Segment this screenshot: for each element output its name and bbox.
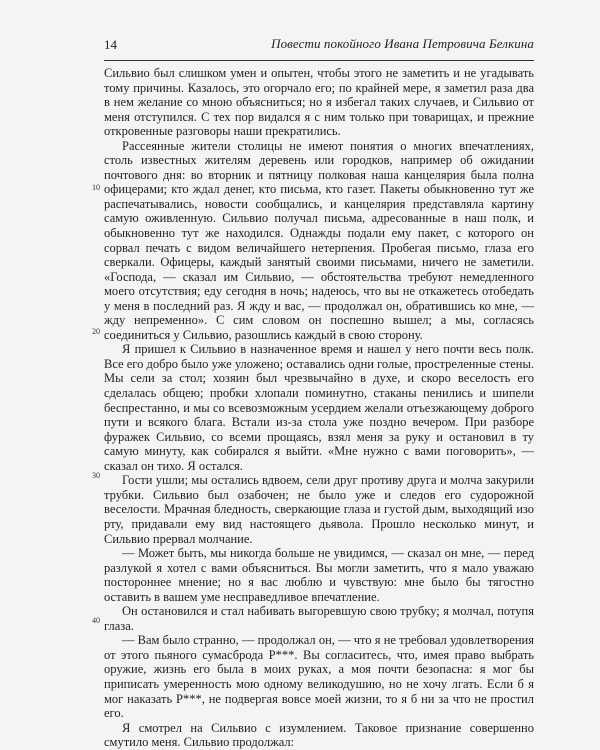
paragraph: Я пришел к Сильвио в назначенное время и нашел у него почти весь полк. Все его добро было уже уложено; оставались одни голые, простреленные стены. Мы сели за стол; хозяин был чрезвычайно в духе, и скоро веселость его сделалась общею; пробки хлопали поминутно, стаканы пенились и шипели беспрестанно, и мы со всевозможным усердием желали отъезжающему доброго пути и всякого блага. Встали из-за стола уже поздно вечером. При разборе фуражек Сильвио, со всеми прощаясь, взял меня за руку и остановил в ту самую минуту, как собирался я выйти. «Мне нужно с вами поговорить», — сказал он тихо. Я остался. <box>104 342 534 473</box>
body-text <box>104 66 534 750</box>
paragraph: — Может быть, мы никогда больше не увидимся, — сказал он мне, — перед разлукой я хотел с вами объясниться. Вы могли заметить, что я мало уважаю постороннее мнение; но я вас люблю и чувствую: мне было бы тягостно оставить в вашем уме несправедливое впечатление. <box>104 546 534 604</box>
header-rule <box>104 60 534 61</box>
paragraph: Я смотрел на Сильвио с изумлением. Таковое признание совершенно смутило меня. Сильвио продолжал: <box>104 720 534 750</box>
paragraph: Сильвио был слишком умен и опытен, чтобы этого не заметить и не угадывать тому причины. Казалось, это огорчало его; по крайней мере, я заметил раза два в нем желание со мною объясниться; но я избегал таких случаев, и Сильвио от меня отступился. С тех пор видался я с ним только при товарищах, и прежние откровенные разговоры наши прекратились. <box>104 66 534 139</box>
line-number-marker: 10 <box>92 183 100 192</box>
line-number-marker: 30 <box>92 471 100 480</box>
line-number-marker: 20 <box>92 327 100 336</box>
paragraph: — Вам было странно, — продолжал он, — что я не требовал удовлетворения от этого пьяного сумасброда Р***. Вы согласитесь, что, имея право выбрать оружие, жизнь его была в моих руках, а моя почти безопасна: я мог бы приписать умеренность мою одному великодушию, но не хочу лгать. Если б я мог наказать Р***, не подвергая вовсе моей жизни, то я б ни за что не простил его. <box>104 633 534 721</box>
paragraph: Он остановился и стал набивать выгоревшую свою трубку; я молчал, потупя глаза. <box>104 604 534 633</box>
paragraph: Рассеянные жители столицы не имеют понятия о многих впечатлениях, столь известных жителям деревень или городков, например об ожидании почтового дня: во вторник и пятницу полковая наша канцелярия была полна офицерами; кто ждал денег, кто письма, кто газет. Пакеты обыкновенно тут же распечатывались, новости сообщались, и канцелярия представляла картину самую оживленную. Сильвио получал письма, адресованные в наш полк, и обыкновенно тут же находился. Однажды подали ему пакет, с которого он сорвал печать с видом величайшего нетерпения. Пробегая письмо, глаза его сверкали. Офицеры, каждый занятый своими письмами, ничего не заметили. «Господа, — сказал им Сильвио, — обстоятельства требуют немедленного моего отсутствия; еду сегодня в ночь; надеюсь, что вы не откажетесь отобедать у меня в последний раз. Я жду и вас, — продолжал он, обратившись ко мне, — жду непременно». С сим словом он поспешно вышел; а мы, согласясь соединиться у Сильвио, разошлись каждый в свою сторону. <box>104 138 534 342</box>
paragraph: Гости ушли; мы остались вдвоем, сели друг противу друга и молча закурили трубки. Сильвио был озабочен; не было уже и следов его судорожной веселости. Мрачная бледность, сверкающие глаза и густой дым, выходящий изо рту, придавали ему вид настоящего дьявола. Прошло несколько минут, и Сильвио прервал молчание. <box>104 473 534 546</box>
page-number: 14 <box>104 37 117 52</box>
page-header <box>104 34 534 54</box>
running-title: Повести покойного Ивана Петровича Белкина <box>271 36 534 51</box>
line-number-marker: 40 <box>92 616 100 625</box>
